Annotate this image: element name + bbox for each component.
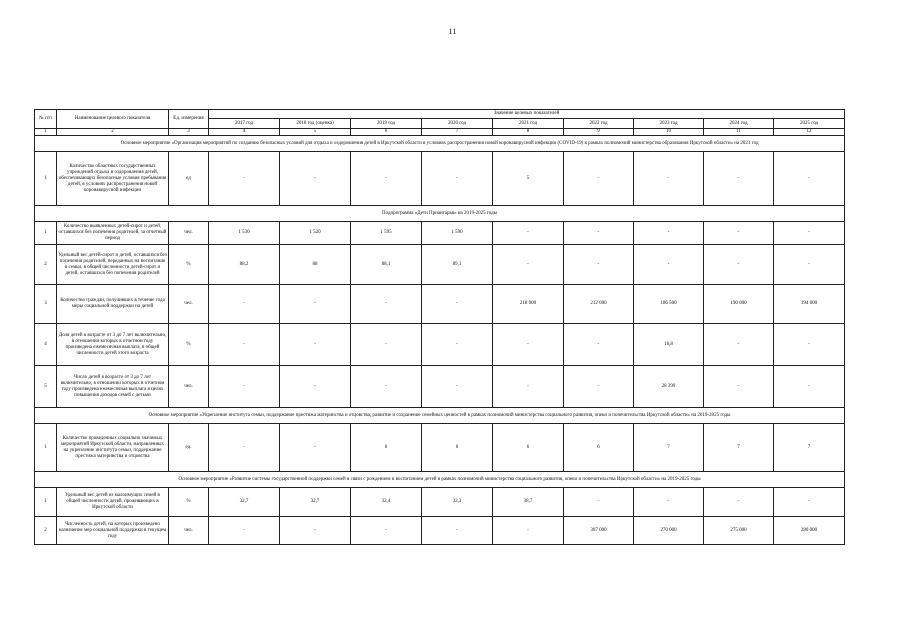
- indicator-value: -: [704, 488, 774, 517]
- header-year: 2023 год: [634, 119, 704, 129]
- indicator-value: 7: [774, 424, 845, 472]
- header-year: 2018 год (оценка): [280, 119, 351, 129]
- row-number: 1: [35, 152, 57, 206]
- indicator-value: 88,1: [351, 245, 422, 285]
- indicator-value: 1 595: [351, 222, 422, 245]
- column-numbers-row: [35, 129, 845, 136]
- indicator-name: Удельный вес детей-сирот и детей, оставшихся без попечения родителей, переданных на воспитание в семьи, в общей численности детей-сирот и детей, оставшихся без попечения родителей: [57, 245, 169, 285]
- row-number: 5: [35, 366, 57, 408]
- column-number: 9: [564, 129, 634, 136]
- indicator-unit: чел.: [169, 517, 209, 545]
- indicator-value: -: [704, 366, 774, 408]
- indicator-value: -: [493, 324, 564, 366]
- section-title: Основное мероприятие «Развитие системы государственной поддержки семей в связи с рождением и воспитанием детей в рамках полномочий министерства социального развития, опеки и попечительства Иркутской области» на 2019-2025 годы: [35, 472, 845, 488]
- indicator-value: 32,4: [351, 488, 422, 517]
- indicator-value: -: [564, 366, 634, 408]
- indicator-value: -: [351, 152, 422, 206]
- indicator-value: -: [774, 222, 845, 245]
- indicator-value: 218 000: [493, 285, 564, 324]
- header-num: № п/п: [35, 110, 57, 129]
- header-name: Наименование целевого показателя: [57, 110, 169, 129]
- indicator-value: -: [280, 285, 351, 324]
- indicator-value: 32,7: [209, 488, 280, 517]
- column-number: 10: [634, 129, 704, 136]
- indicator-value: -: [280, 517, 351, 545]
- indicator-value: -: [704, 152, 774, 206]
- indicator-value: 6: [422, 424, 493, 472]
- indicator-value: 32,7: [280, 488, 351, 517]
- section-row: [35, 206, 845, 222]
- section-row: [35, 408, 845, 424]
- header-unit: Ед. измерения: [169, 110, 209, 129]
- column-number: 7: [422, 129, 493, 136]
- indicator-value: -: [422, 324, 493, 366]
- section-row: [35, 136, 845, 152]
- indicator-value: -: [422, 366, 493, 408]
- target-indicators-table: [34, 109, 845, 545]
- header-year: 2019 год: [351, 119, 422, 129]
- indicator-name: Удельный вес детей из малоимущих семей в общей численности детей, проживающих в Иркутской области: [57, 488, 169, 517]
- indicator-name: Количество выявленных детей-сирот и детей, оставшихся без попечения родителей, за отчетный период: [57, 222, 169, 245]
- indicator-value: 6: [351, 424, 422, 472]
- row-number: 1: [35, 424, 57, 472]
- row-number: 1: [35, 222, 57, 245]
- indicator-unit: %: [169, 245, 209, 285]
- indicator-value: -: [493, 245, 564, 285]
- indicator-value: 186 500: [634, 285, 704, 324]
- indicator-value: -: [634, 488, 704, 517]
- section-title: Подпрограмма «Дети Приангарья» на 2019-2025 годы: [35, 206, 845, 222]
- indicator-value: -: [774, 366, 845, 408]
- indicator-value: 194 000: [774, 285, 845, 324]
- header-year: 2020 год: [422, 119, 493, 129]
- header-year: 2021 год: [493, 119, 564, 129]
- section-row: [35, 472, 845, 488]
- indicator-value: -: [351, 366, 422, 408]
- indicator-value: -: [564, 152, 634, 206]
- indicator-unit: %: [169, 324, 209, 366]
- indicator-name: Число детей в возрасте от 3 до 7 лет включительно, в отношении которых в отчетном году произведена ежемесячная выплата в целях повышения доходов семей с детьми: [57, 366, 169, 408]
- indicator-value: 270 000: [634, 517, 704, 545]
- indicator-value: 18,8: [634, 324, 704, 366]
- section-title: Основное мероприятие «Организация мероприятий по созданию безопасных условий для отдыха и оздоровления детей в Иркутской области в условиях распространения новой коронавирусной инфекции (COVID-19) в рамках полномочий министерства образования Иркутской области» на 2021 год: [35, 136, 845, 152]
- indicator-value: -: [774, 245, 845, 285]
- indicator-name: Доля детей в возрасте от 3 до 7 лет включительно, в отношении которых в отчетном году произведена ежемесячная выплата, в общей численности детей этого возраста: [57, 324, 169, 366]
- table-row: [35, 285, 845, 324]
- indicator-unit: ед.: [169, 424, 209, 472]
- indicator-value: -: [704, 324, 774, 366]
- header-values-title: Значение целевых показателей: [209, 110, 845, 119]
- indicator-value: -: [634, 245, 704, 285]
- indicator-value: 28 399: [634, 366, 704, 408]
- indicator-name: Количество областных государственных учреждений отдыха и оздоровления детей, обеспечивающих безопасные условия пребывания детей, в условиях распространения новой коронавирусной инфекции: [57, 152, 169, 206]
- column-number: 11: [704, 129, 774, 136]
- indicator-unit: чел.: [169, 222, 209, 245]
- row-number: 3: [35, 285, 57, 324]
- indicator-value: -: [564, 488, 634, 517]
- indicator-value: 5: [493, 152, 564, 206]
- table-row: [35, 366, 845, 408]
- indicator-value: 88,2: [209, 245, 280, 285]
- column-number: 12: [774, 129, 845, 136]
- indicator-value: 275 000: [704, 517, 774, 545]
- indicator-unit: ед: [169, 152, 209, 206]
- indicator-value: -: [280, 324, 351, 366]
- indicator-value: 32,3: [422, 488, 493, 517]
- table-row: [35, 517, 845, 545]
- indicator-value: -: [422, 152, 493, 206]
- indicator-value: 1 530: [209, 222, 280, 245]
- header-row: [35, 110, 845, 119]
- indicator-value: -: [493, 517, 564, 545]
- indicator-value: -: [634, 152, 704, 206]
- indicator-value: 38,7: [493, 488, 564, 517]
- indicator-value: -: [704, 222, 774, 245]
- column-number: 5: [280, 129, 351, 136]
- indicator-value: -: [493, 222, 564, 245]
- indicator-value: 88: [280, 245, 351, 285]
- indicator-value: -: [209, 285, 280, 324]
- table-row: [35, 324, 845, 366]
- column-number: 2: [57, 129, 169, 136]
- table-row: [35, 245, 845, 285]
- indicator-value: -: [209, 424, 280, 472]
- indicator-value: -: [634, 222, 704, 245]
- column-number: 4: [209, 129, 280, 136]
- indicator-value: 7: [704, 424, 774, 472]
- indicator-unit: чел.: [169, 366, 209, 408]
- row-number: 2: [35, 517, 57, 545]
- indicator-value: 89,1: [422, 245, 493, 285]
- column-number: 8: [493, 129, 564, 136]
- indicator-value: 1 590: [422, 222, 493, 245]
- column-number: 6: [351, 129, 422, 136]
- column-number: 3: [169, 129, 209, 136]
- indicator-value: 7: [634, 424, 704, 472]
- indicator-value: 212 000: [564, 285, 634, 324]
- indicator-name: Численность детей, на которых произведено назначение мер социальной поддержки в текущем году: [57, 517, 169, 545]
- header-year: 2025 год: [774, 119, 845, 129]
- table-row: [35, 488, 845, 517]
- indicator-value: 6: [493, 424, 564, 472]
- table-row: [35, 222, 845, 245]
- indicator-value: -: [209, 152, 280, 206]
- indicator-value: -: [774, 324, 845, 366]
- indicator-value: -: [280, 152, 351, 206]
- table-row: [35, 152, 845, 206]
- header-year: 2024 год: [704, 119, 774, 129]
- indicator-unit: чел.: [169, 285, 209, 324]
- indicator-value: -: [774, 488, 845, 517]
- column-number: 1: [35, 129, 57, 136]
- indicator-name: Количество проведенных социально значимых мероприятий Иркутской области, направленных на укрепление института семьи, поддержание престижа материнства и отцовства: [57, 424, 169, 472]
- indicator-name: Количество граждан, получивших в течение года меры социальной поддержки на детей: [57, 285, 169, 324]
- header-year: 2022 год: [564, 119, 634, 129]
- indicator-value: 6: [564, 424, 634, 472]
- indicator-value: -: [280, 424, 351, 472]
- indicator-value: -: [209, 517, 280, 545]
- row-number: 4: [35, 324, 57, 366]
- indicator-value: 1 520: [280, 222, 351, 245]
- indicator-value: -: [564, 245, 634, 285]
- indicator-value: -: [774, 152, 845, 206]
- indicator-value: 190 000: [704, 285, 774, 324]
- indicator-value: -: [704, 245, 774, 285]
- indicator-unit: %: [169, 488, 209, 517]
- indicator-value: -: [209, 324, 280, 366]
- indicator-value: -: [422, 517, 493, 545]
- indicator-value: -: [280, 366, 351, 408]
- indicator-value: -: [209, 366, 280, 408]
- indicator-value: -: [422, 285, 493, 324]
- section-title: Основное мероприятие «Укрепление института семьи, поддержание престижа материнства и отцовства, развитие и сохранение семейных ценностей в рамках полномочий министерства социального развития, опеки и попечительства Иркутской области» на 2019-2025 годы: [35, 408, 845, 424]
- indicator-value: -: [493, 366, 564, 408]
- indicator-value: 307 000: [564, 517, 634, 545]
- indicator-value: -: [351, 324, 422, 366]
- row-number: 1: [35, 488, 57, 517]
- indicator-value: 280 000: [774, 517, 845, 545]
- page-number: 11: [448, 27, 457, 36]
- table-row: [35, 424, 845, 472]
- indicator-value: -: [351, 517, 422, 545]
- indicator-value: -: [351, 285, 422, 324]
- indicator-value: -: [564, 324, 634, 366]
- indicator-value: -: [564, 222, 634, 245]
- header-year: 2017 год: [209, 119, 280, 129]
- row-number: 2: [35, 245, 57, 285]
